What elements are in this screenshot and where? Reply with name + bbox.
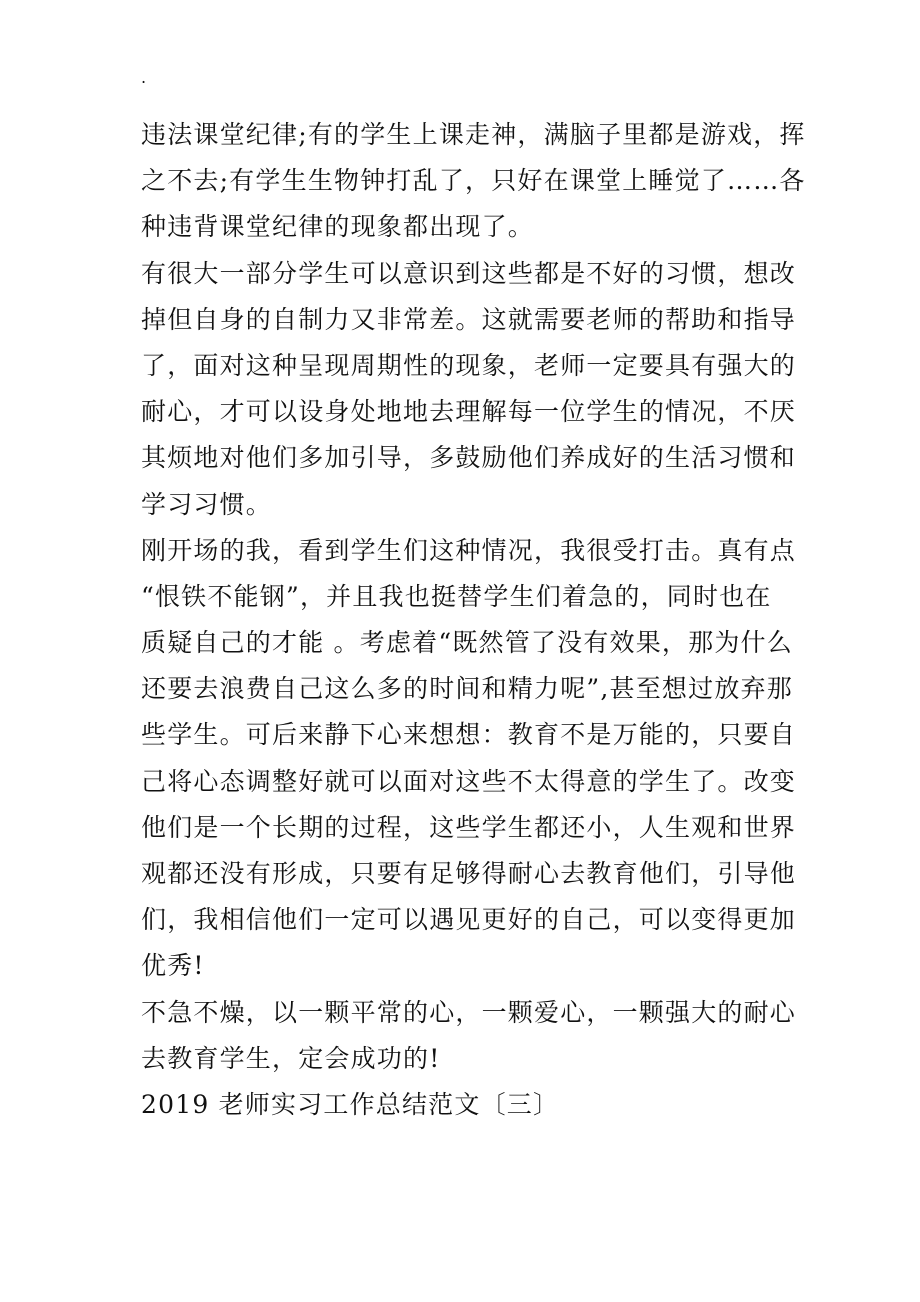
text-line: 种违背课堂纪律的现象都出现了。 (141, 212, 535, 242)
text-line: 不急不燥，以一颗平常的心，一颗爱心，一颗强大的耐心 (141, 997, 797, 1027)
text-line: 之不去;有学生生物钟打乱了，只好在课堂上睡觉了……各 (141, 166, 806, 196)
body-text (141, 112, 806, 1128)
text-line: 们，我相信他们一定可以遇见更好的自己，可以变得更加 (141, 905, 797, 935)
text-line: 观都还没有形成，只要有足够得耐心去教育他们，引导他 (141, 859, 797, 888)
text-line: 己将心态调整好就可以面对这些不太得意的学生了。改变 (141, 766, 797, 796)
text-line: 刚开场的我，看到学生们这种情况，我很受打击。真有点 (141, 535, 797, 565)
text-line: 还要去浪费自己这么多的时间和精力呢”,甚至想过放弃那 (141, 674, 793, 704)
text-line: 掉但自身的自制力又非常差。这就需要老师的帮助和指导 (141, 304, 797, 334)
text-line: 有很大一部分学生可以意识到这些都是不好的习惯，想改 (141, 258, 797, 288)
text-line: 他们是一个长期的过程，这些学生都还小，人生观和世界 (141, 812, 797, 842)
text-line: 学习习惯。 (141, 489, 273, 519)
section-heading: 2019 老师实习工作总结范文〔三〕 (141, 1089, 560, 1119)
text-line: 优秀! (141, 951, 205, 981)
text-line: 了，面对这种呈现周期性的现象，老师一定要具有强大的 (141, 350, 797, 380)
text-line: 违法课堂纪律;有的学生上课走神，满脑子里都是游戏，挥 (141, 120, 806, 149)
text-line: 些学生。可后来静下心来想想：教育不是万能的，只要自 (141, 720, 797, 750)
text-line: 质疑自己的才能 。考虑着“既然管了没有效果，那为什么 (141, 628, 793, 658)
text-line: 耐心，才可以设身处地地去理解每一位学生的情况，不厌 (141, 397, 797, 427)
page-marker: . (141, 68, 147, 87)
text-line: “恨铁不能钢”，并且我也挺替学生们着急的，同时也在 (141, 581, 772, 611)
text-line: 其烦地对他们多加引导，多鼓励他们养成好的生活习惯和 (141, 443, 797, 473)
text-line: 去教育学生，定会成功的! (141, 1043, 441, 1073)
